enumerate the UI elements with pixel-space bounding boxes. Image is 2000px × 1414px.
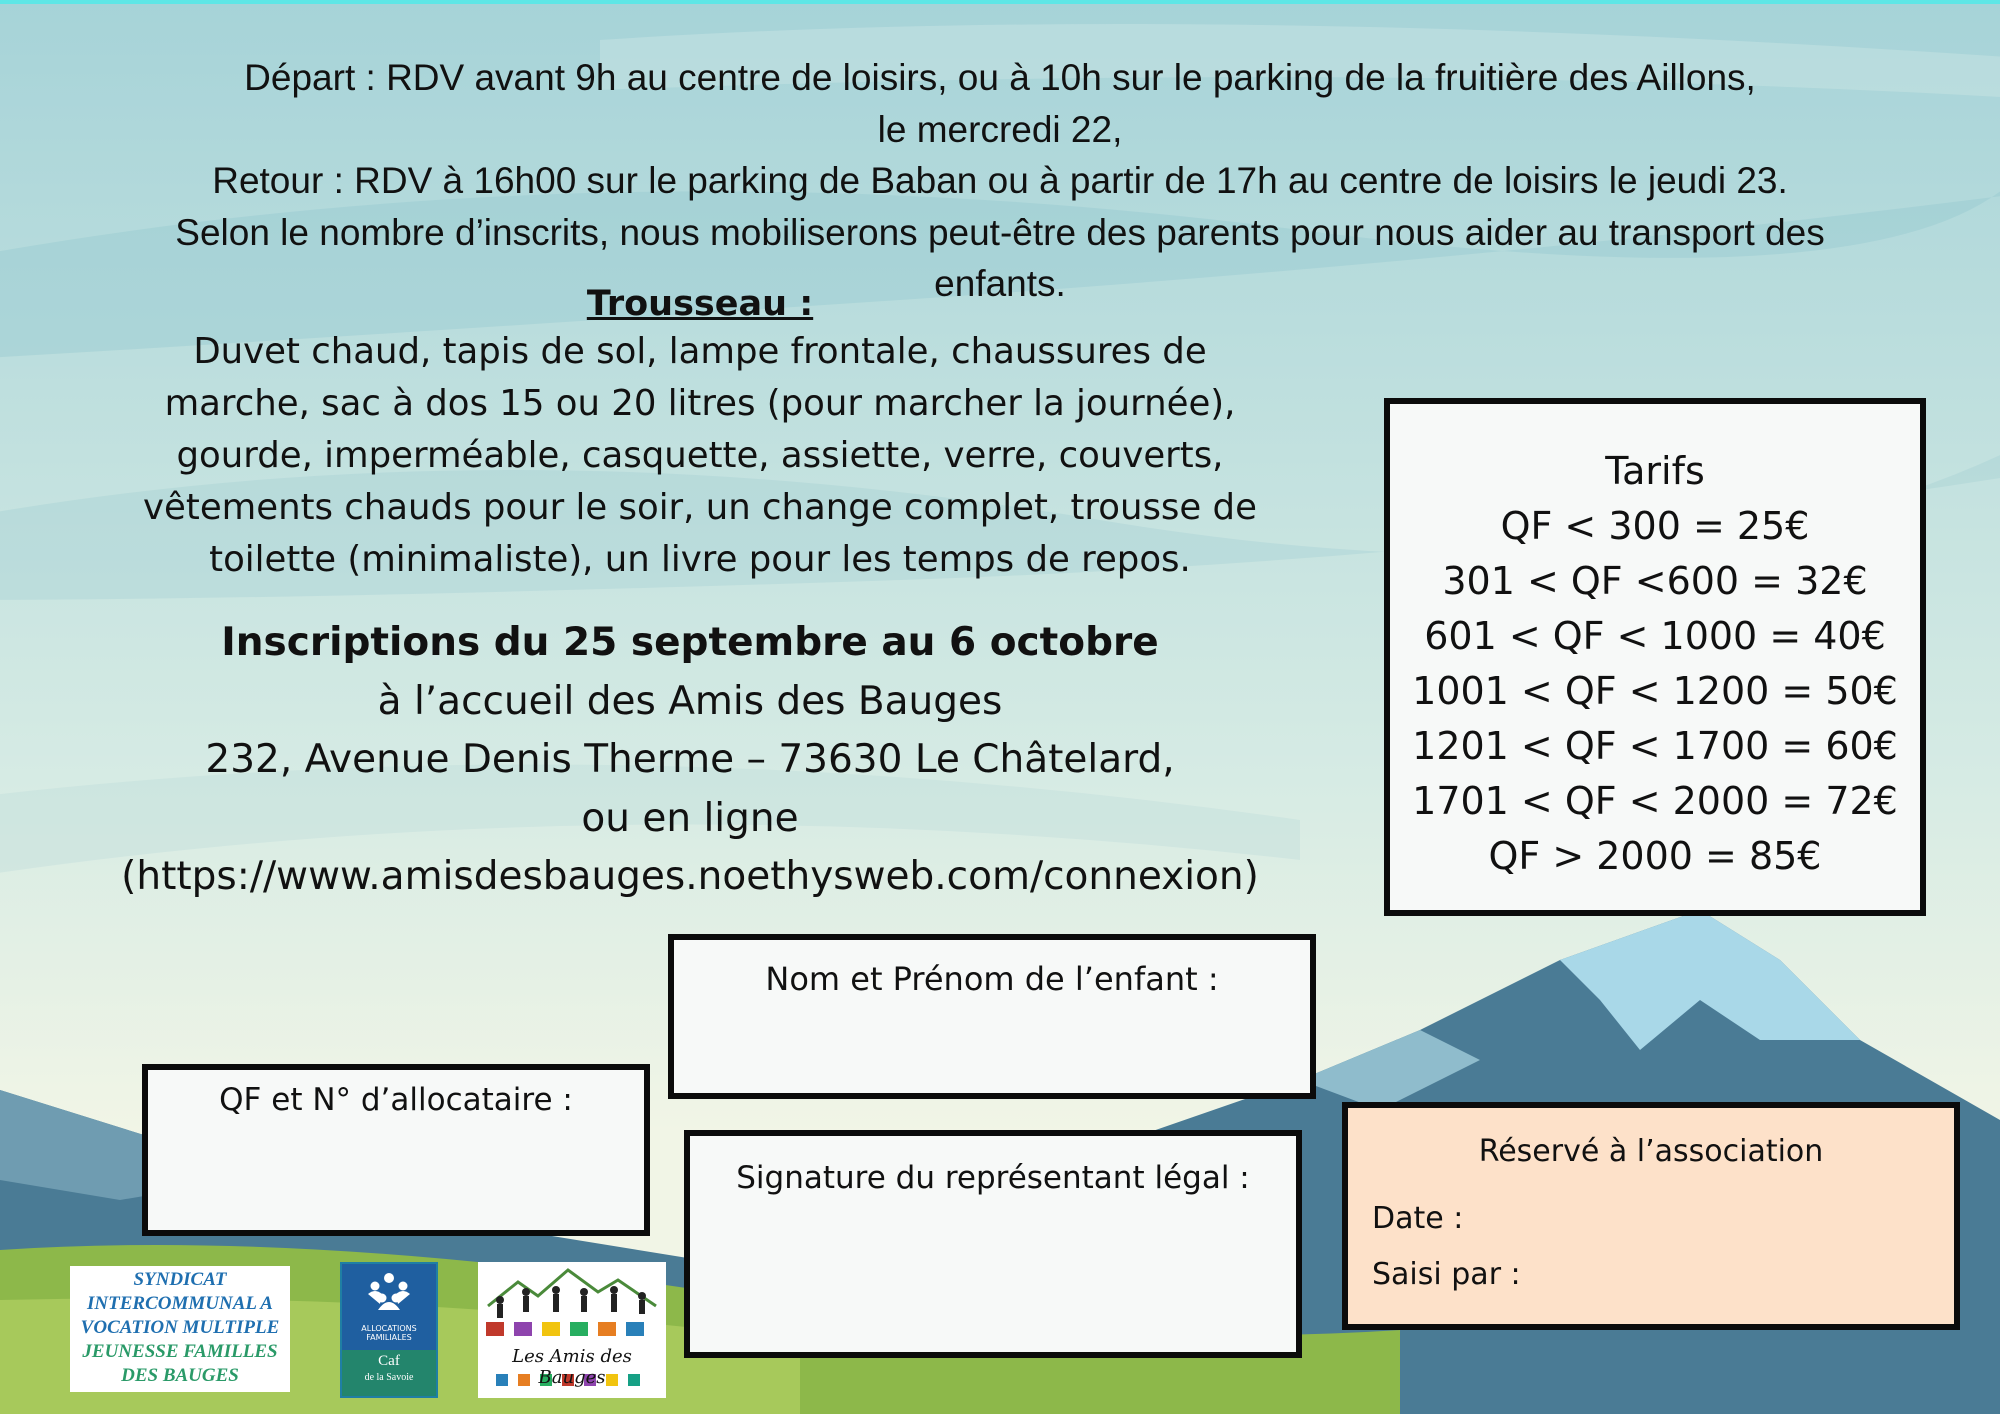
caf-name: Caf	[378, 1353, 400, 1369]
top-accent-line	[0, 0, 2000, 4]
caf-small-text: ALLOCATIONS FAMILIALES	[361, 1324, 417, 1342]
reserved-date-label: Date :	[1372, 1201, 1464, 1236]
tarif-row: 1001 < QF < 1200 = 50€	[1412, 669, 1898, 713]
inscriptions-online: ou en ligne	[581, 795, 799, 841]
tarif-row: 1701 < QF < 2000 = 72€	[1412, 779, 1898, 823]
amis-des-bauges-logo	[478, 1262, 666, 1398]
sivu-logo-line: JEUNESSE FAMILLES	[82, 1341, 278, 1362]
departure-return-info	[60, 52, 1940, 310]
info-line-enfants: enfants.	[934, 263, 1066, 304]
trousseau-line: vêtements chauds pour le soir, un change complet, trousse de	[143, 487, 1257, 528]
sivu-logo-line: SYNDICAT	[133, 1269, 227, 1290]
trousseau-title: Trousseau :	[586, 284, 814, 324]
trousseau-list	[80, 326, 1320, 586]
inscriptions-headline: Inscriptions du 25 septembre au 6 octobre	[221, 620, 1159, 665]
sivu-logo-line: INTERCOMMUNAL A	[87, 1293, 273, 1314]
tarifs-box	[1384, 398, 1926, 916]
sivu-logo-line: VOCATION MULTIPLE	[80, 1317, 280, 1338]
trousseau-line: gourde, imperméable, casquette, assiette, verre, couverts,	[176, 435, 1224, 476]
reserved-saisi-label: Saisi par :	[1372, 1257, 1521, 1292]
qf-label: QF et N° d’allocataire :	[219, 1082, 573, 1118]
info-line-transport: Selon le nombre d’inscrits, nous mobiliserons peut-être des parents pour nous aider au transport des	[175, 211, 1825, 253]
tarif-row: 1201 < QF < 1700 = 60€	[1412, 724, 1898, 768]
trousseau-line: toilette (minimaliste), un livre pour les temps de repos.	[209, 539, 1191, 580]
tarif-row: 601 < QF < 1000 = 40€	[1424, 614, 1886, 658]
qf-allocataire-field[interactable]	[142, 1064, 650, 1236]
tarif-row: 301 < QF <600 = 32€	[1442, 559, 1868, 603]
signature-label: Signature du représentant légal :	[736, 1160, 1250, 1196]
tarif-row: QF > 2000 = 85€	[1488, 834, 1822, 878]
sivu-logo	[70, 1266, 290, 1392]
caf-logo-emblem	[342, 1264, 436, 1350]
trousseau-line: marche, sac à dos 15 ou 20 litres (pour marcher la journée),	[164, 383, 1236, 424]
inscriptions-address: 232, Avenue Denis Therme – 73630 Le Châtelard,	[205, 737, 1175, 782]
info-line-retour: Retour : RDV à 16h00 sur le parking de Baban ou à partir de 17h au centre de loisirs le jeudi 23.	[212, 160, 1788, 201]
caf-region: de la Savoie	[364, 1372, 414, 1383]
inscriptions-url[interactable]: (https://www.amisdesbauges.noethysweb.com/connexion)	[121, 854, 1259, 899]
reserved-association-box	[1342, 1102, 1960, 1330]
trousseau-line: Duvet chaud, tapis de sol, lampe frontale, chaussures de	[193, 331, 1207, 372]
signature-field[interactable]	[684, 1130, 1302, 1358]
info-line-date: le mercredi 22,	[877, 108, 1123, 150]
sivu-logo-line: DES BAUGES	[121, 1365, 239, 1386]
amis-des-bauges-name: Les Amis des Bauges	[512, 1346, 632, 1388]
child-name-label: Nom et Prénom de l’enfant :	[765, 960, 1219, 998]
inscriptions-place: à l’accueil des Amis des Bauges	[377, 678, 1003, 724]
child-name-field[interactable]	[668, 934, 1316, 1099]
info-line-depart: Départ : RDV avant 9h au centre de loisirs, ou à 10h sur le parking de la fruitière des Aillons,	[244, 57, 1756, 98]
inscriptions-block	[0, 614, 1380, 907]
tarif-row: QF < 300 = 25€	[1500, 504, 1810, 548]
tarifs-title: Tarifs	[1605, 449, 1705, 493]
reserved-title: Réservé à l’association	[1478, 1134, 1824, 1169]
caf-logo	[340, 1262, 438, 1398]
caf-people-icon	[342, 1264, 436, 1324]
